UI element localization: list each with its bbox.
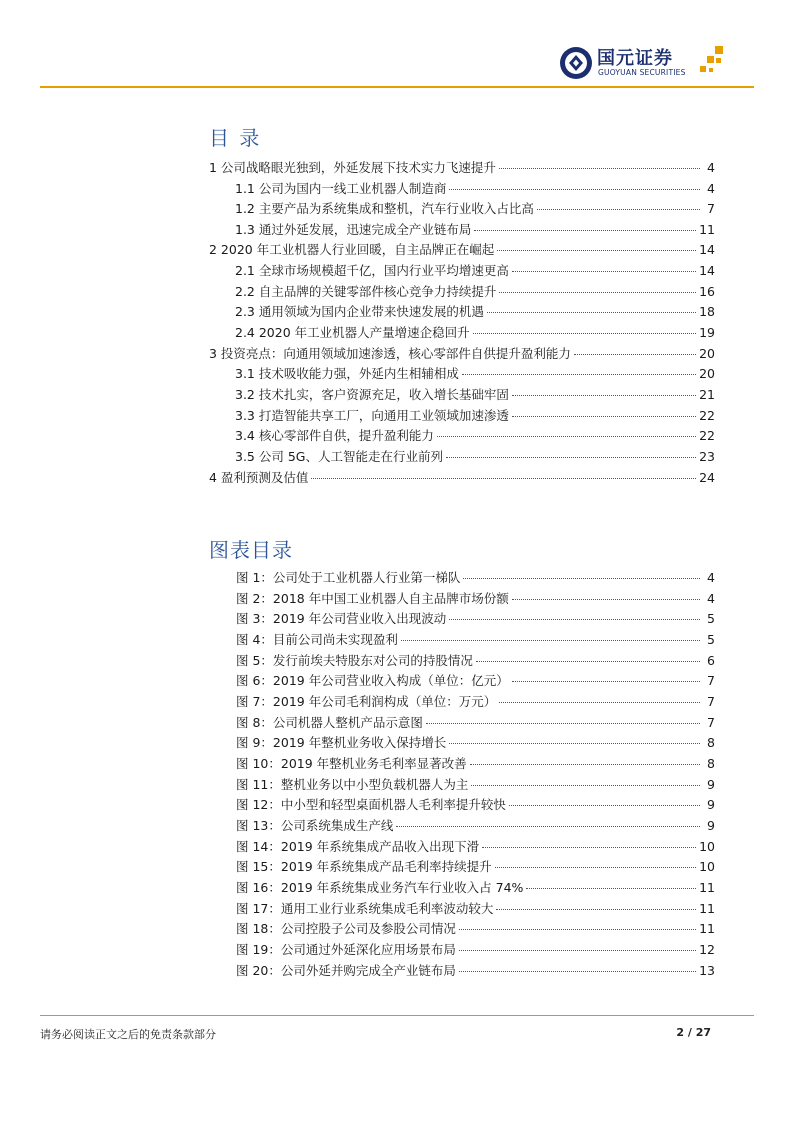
logo-chinese-name: 国元证券 — [597, 48, 673, 69]
toc-entry[interactable] — [235, 364, 715, 384]
footer-divider — [40, 1015, 754, 1016]
leader-dots — [512, 416, 696, 417]
company-logo — [559, 44, 729, 84]
figure-entry[interactable] — [236, 568, 715, 588]
figure-entry[interactable] — [236, 589, 715, 609]
header-divider — [40, 86, 754, 88]
leader-dots — [471, 785, 700, 786]
figures-title: 图表目录 — [209, 538, 293, 562]
figure-entry[interactable] — [236, 733, 715, 753]
leader-dots — [449, 619, 700, 620]
figure-entry[interactable] — [236, 795, 715, 815]
toc-entry-page: 19 — [699, 325, 715, 340]
figure-entry-label: 图 15：2019 年系统集成产品毛利率持续提升 — [236, 859, 492, 874]
figure-entry[interactable] — [236, 899, 715, 919]
figure-entry-label: 图 8：公司机器人整机产品示意图 — [236, 715, 423, 730]
figure-entry-label: 图 6：2019 年公司营业收入构成（单位：亿元） — [236, 673, 509, 688]
leader-dots — [512, 271, 696, 272]
toc-entry-label: 3.5 公司 5G、人工智能走在行业前列 — [235, 449, 443, 464]
figure-entry-label: 图 14：2019 年系统集成产品收入出现下滑 — [236, 839, 480, 854]
figure-entry[interactable] — [236, 816, 715, 836]
toc-entry-page: 23 — [699, 449, 715, 464]
toc-title: 目 录 — [209, 126, 262, 150]
leader-dots — [526, 888, 696, 889]
figure-entry-page: 11 — [699, 901, 715, 916]
figure-entry-page: 4 — [707, 591, 715, 606]
figure-entry-page: 7 — [707, 673, 715, 688]
figure-entry-page: 7 — [707, 715, 715, 730]
figure-entry-page: 11 — [699, 880, 715, 895]
leader-dots — [499, 292, 696, 293]
toc-entry-page: 4 — [707, 181, 715, 196]
figure-entry-page: 5 — [707, 632, 715, 647]
figure-entry[interactable] — [236, 857, 715, 877]
toc-entry-label: 3.3 打造智能共享工厂，向通用工业领域加速渗透 — [235, 408, 509, 423]
figure-entry-label: 图 13：公司系统集成生产线 — [236, 818, 394, 833]
leader-dots — [462, 374, 696, 375]
leader-dots — [446, 457, 696, 458]
leader-dots — [474, 230, 696, 231]
figure-entry-label: 图 10：2019 年整机业务毛利率显著改善 — [236, 756, 467, 771]
toc-entry-page: 20 — [699, 346, 715, 361]
figure-entry[interactable] — [236, 651, 715, 671]
figure-entry-page: 9 — [707, 797, 715, 812]
figure-entry[interactable] — [236, 630, 715, 650]
toc-entry-page: 4 — [707, 160, 715, 175]
figure-entry[interactable] — [236, 837, 715, 857]
figure-entry-page: 13 — [699, 963, 715, 978]
leader-dots — [311, 478, 696, 479]
figure-entry-page: 12 — [699, 942, 715, 957]
figure-entry[interactable] — [236, 692, 715, 712]
leader-dots — [512, 681, 700, 682]
leader-dots — [449, 189, 700, 190]
toc-entry-label: 4 盈利预测及估值 — [209, 470, 309, 485]
leader-dots — [459, 950, 696, 951]
guoyuan-logo-icon — [559, 46, 593, 80]
leader-dots — [496, 909, 696, 910]
toc-entry-label: 1.1 公司为国内一线工业机器人制造商 — [235, 181, 447, 196]
toc-entry[interactable] — [235, 323, 715, 343]
figure-entry-label: 图 1：公司处于工业机器人行业第一梯队 — [236, 570, 461, 585]
leader-dots — [426, 723, 700, 724]
toc-entry[interactable] — [235, 199, 715, 219]
figure-entry-label: 图 18：公司控股子公司及参股公司情况 — [236, 921, 456, 936]
toc-entry-page: 14 — [699, 263, 715, 278]
toc-entry[interactable] — [209, 240, 715, 260]
figure-entry[interactable] — [236, 671, 715, 691]
figure-entry[interactable] — [236, 940, 715, 960]
figure-entry[interactable] — [236, 878, 715, 898]
toc-entry-label: 3 投资亮点：向通用领域加速渗透，核心零部件自供提升盈利能力 — [209, 346, 571, 361]
toc-entry-page: 18 — [699, 304, 715, 319]
figure-entry-label: 图 11：整机业务以中小型负载机器人为主 — [236, 777, 469, 792]
figure-entry-label: 图 4：目前公司尚未实现盈利 — [236, 632, 398, 647]
toc-entry-label: 2.2 自主品牌的关键零部件核心竞争力持续提升 — [235, 284, 497, 299]
figure-entry-page: 9 — [707, 818, 715, 833]
leader-dots — [470, 764, 700, 765]
figure-entry[interactable] — [236, 713, 715, 733]
toc-entry[interactable] — [235, 447, 715, 467]
leader-dots — [463, 578, 700, 579]
figure-entry-label: 图 16：2019 年系统集成业务汽车行业收入占 74% — [236, 880, 524, 895]
toc-entry-label: 3.4 核心零部件自供，提升盈利能力 — [235, 428, 434, 443]
figure-entry-page: 7 — [707, 694, 715, 709]
leader-dots — [459, 929, 696, 930]
toc-entry[interactable] — [209, 158, 715, 178]
leader-dots — [512, 395, 696, 396]
leader-dots — [449, 743, 700, 744]
toc-entry[interactable] — [209, 468, 715, 488]
leader-dots — [482, 847, 696, 848]
figure-entry-page: 10 — [699, 859, 715, 874]
figure-entry-label: 图 2：2018 年中国工业机器人自主品牌市场份额 — [236, 591, 509, 606]
toc-entry-label: 2.1 全球市场规模超千亿，国内行业平均增速更高 — [235, 263, 509, 278]
logo-decorative-squares — [698, 46, 726, 76]
figure-entry-page: 10 — [699, 839, 715, 854]
leader-dots — [396, 826, 700, 827]
figure-entry-page: 11 — [699, 921, 715, 936]
figure-entry-label: 图 3：2019 年公司营业收入出现波动 — [236, 611, 447, 626]
leader-dots — [401, 640, 700, 641]
figure-entry-page: 9 — [707, 777, 715, 792]
toc-entry-page: 22 — [699, 408, 715, 423]
figure-entry-label: 图 12：中小型和轻型桌面机器人毛利率提升较快 — [236, 797, 506, 812]
leader-dots — [499, 702, 700, 703]
figure-entry-label: 图 5：发行前埃夫特股东对公司的持股情况 — [236, 653, 473, 668]
toc-entry-page: 24 — [699, 470, 715, 485]
toc-entry-page: 14 — [699, 242, 715, 257]
figure-entry-label: 图 9：2019 年整机业务收入保持增长 — [236, 735, 447, 750]
leader-dots — [459, 971, 696, 972]
toc-entry-label: 1.2 主要产品为系统集成和整机，汽车行业收入占比高 — [235, 201, 534, 216]
toc-entry-label: 2 2020 年工业机器人行业回暖，自主品牌正在崛起 — [209, 242, 495, 257]
footer-page-number: 2 / 27 — [676, 1026, 711, 1039]
toc-entry-page: 7 — [707, 201, 715, 216]
leader-dots — [495, 867, 696, 868]
figure-entry-page: 6 — [707, 653, 715, 668]
toc-entry-label: 2.3 通用领域为国内企业带来快速发展的机遇 — [235, 304, 484, 319]
toc-entry-label: 3.1 技术吸收能力强，外延内生相辅相成 — [235, 366, 459, 381]
toc-entry[interactable] — [235, 302, 715, 322]
figure-entry-label: 图 17：通用工业行业系统集成毛利率波动较大 — [236, 901, 494, 916]
toc-entry[interactable] — [235, 406, 715, 426]
toc-entry[interactable] — [209, 344, 715, 364]
leader-dots — [537, 209, 700, 210]
leader-dots — [487, 312, 696, 313]
figure-entry-page: 5 — [707, 611, 715, 626]
logo-english-name: GUOYUAN SECURITIES — [598, 68, 686, 77]
toc-entry[interactable] — [235, 261, 715, 281]
toc-entry-page: 16 — [699, 284, 715, 299]
leader-dots — [473, 333, 696, 334]
figure-entry[interactable] — [236, 919, 715, 939]
toc-entry[interactable] — [235, 220, 715, 240]
footer-disclaimer: 请务必阅读正文之后的免责条款部分 — [40, 1028, 216, 1041]
figure-entry-label: 图 7：2019 年公司毛利润构成（单位：万元） — [236, 694, 497, 709]
toc-entry[interactable] — [235, 385, 715, 405]
toc-entry-label: 1.3 通过外延发展，迅速完成全产业链布局 — [235, 222, 472, 237]
figure-entry[interactable] — [236, 775, 715, 795]
toc-entry-label: 3.2 技术扎实，客户资源充足，收入增长基础牢固 — [235, 387, 509, 402]
toc-entry[interactable] — [235, 282, 715, 302]
figure-entry[interactable] — [236, 961, 715, 981]
figure-entry[interactable] — [236, 609, 715, 629]
figure-entry-page: 8 — [707, 756, 715, 771]
toc-entry-label: 1 公司战略眼光独到，外延发展下技术实力飞速提升 — [209, 160, 496, 175]
figure-entry-page: 4 — [707, 570, 715, 585]
toc-entry-label: 2.4 2020 年工业机器人产量增速企稳回升 — [235, 325, 470, 340]
toc-entry-page: 20 — [699, 366, 715, 381]
toc-entry-page: 11 — [699, 222, 715, 237]
leader-dots — [512, 599, 700, 600]
toc-entry-page: 21 — [699, 387, 715, 402]
figure-entry-label: 图 20：公司外延并购完成全产业链布局 — [236, 963, 456, 978]
leader-dots — [499, 168, 700, 169]
leader-dots — [476, 661, 700, 662]
leader-dots — [509, 805, 700, 806]
leader-dots — [497, 250, 696, 251]
toc-entry[interactable] — [235, 179, 715, 199]
leader-dots — [437, 436, 696, 437]
figure-entry[interactable] — [236, 754, 715, 774]
toc-entry[interactable] — [235, 426, 715, 446]
toc-entry-page: 22 — [699, 428, 715, 443]
figure-entry-page: 8 — [707, 735, 715, 750]
figure-entry-label: 图 19：公司通过外延深化应用场景布局 — [236, 942, 456, 957]
leader-dots — [574, 354, 696, 355]
